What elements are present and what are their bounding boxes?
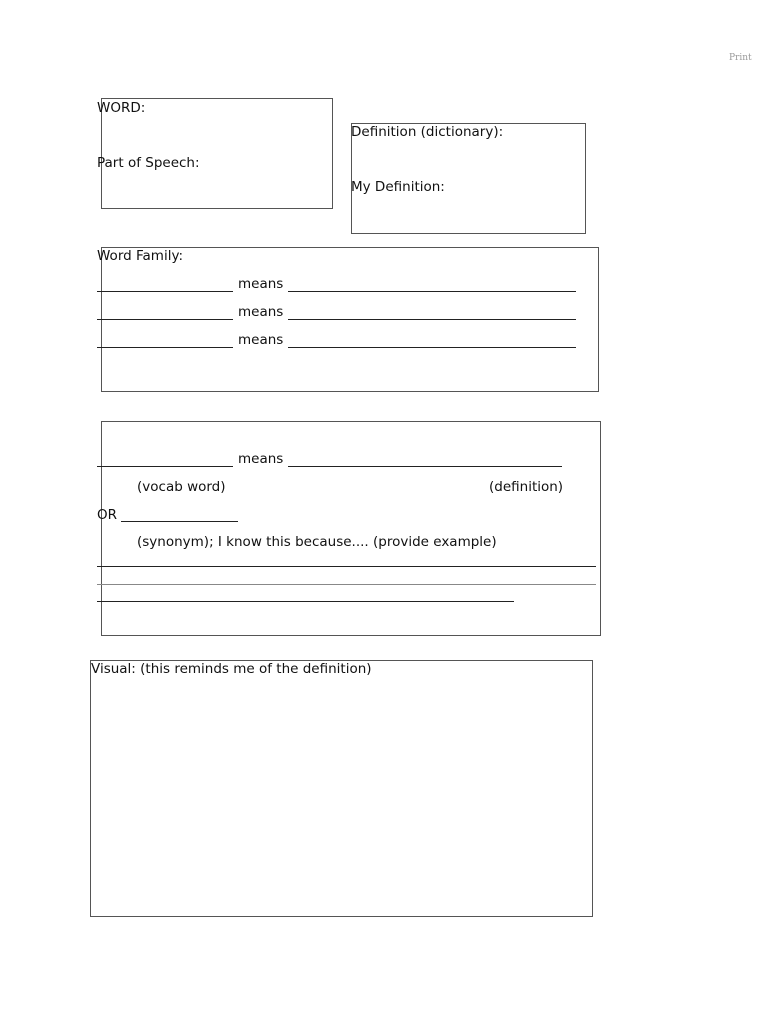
synonym-example-label: (synonym); I know this because.... (provide example) bbox=[137, 534, 497, 550]
vocab-word-blank[interactable] bbox=[97, 466, 233, 467]
example-line-2[interactable] bbox=[97, 584, 596, 585]
vocab-definition-label: (definition) bbox=[489, 479, 564, 495]
vocab-word-label: (vocab word) bbox=[137, 479, 226, 495]
vocab-box bbox=[101, 421, 601, 636]
vocab-means: means bbox=[238, 451, 284, 467]
dictionary-definition-label: Definition (dictionary): bbox=[351, 124, 504, 140]
visual-box[interactable] bbox=[90, 660, 593, 917]
or-label: OR bbox=[97, 507, 118, 523]
my-definition-label: My Definition: bbox=[351, 179, 445, 195]
word-family-means-3: means bbox=[238, 332, 284, 348]
word-family-means-1: means bbox=[238, 276, 284, 292]
synonym-blank[interactable] bbox=[121, 521, 238, 522]
part-of-speech-label: Part of Speech: bbox=[97, 155, 200, 171]
word-family-blank-1a[interactable] bbox=[97, 291, 233, 292]
word-label: WORD: bbox=[97, 100, 146, 116]
example-line-3[interactable] bbox=[97, 601, 514, 602]
word-family-blank-3a[interactable] bbox=[97, 347, 233, 348]
word-family-means-2: means bbox=[238, 304, 284, 320]
word-family-blank-1b[interactable] bbox=[288, 291, 576, 292]
visual-label: Visual: (this reminds me of the definition) bbox=[91, 661, 372, 677]
word-family-blank-2b[interactable] bbox=[288, 319, 576, 320]
vocab-definition-blank[interactable] bbox=[288, 466, 562, 467]
example-line-1[interactable] bbox=[97, 566, 596, 567]
print-link[interactable]: Print bbox=[729, 53, 752, 63]
word-family-blank-2a[interactable] bbox=[97, 319, 233, 320]
word-family-blank-3b[interactable] bbox=[288, 347, 576, 348]
word-family-title: Word Family: bbox=[97, 248, 183, 264]
